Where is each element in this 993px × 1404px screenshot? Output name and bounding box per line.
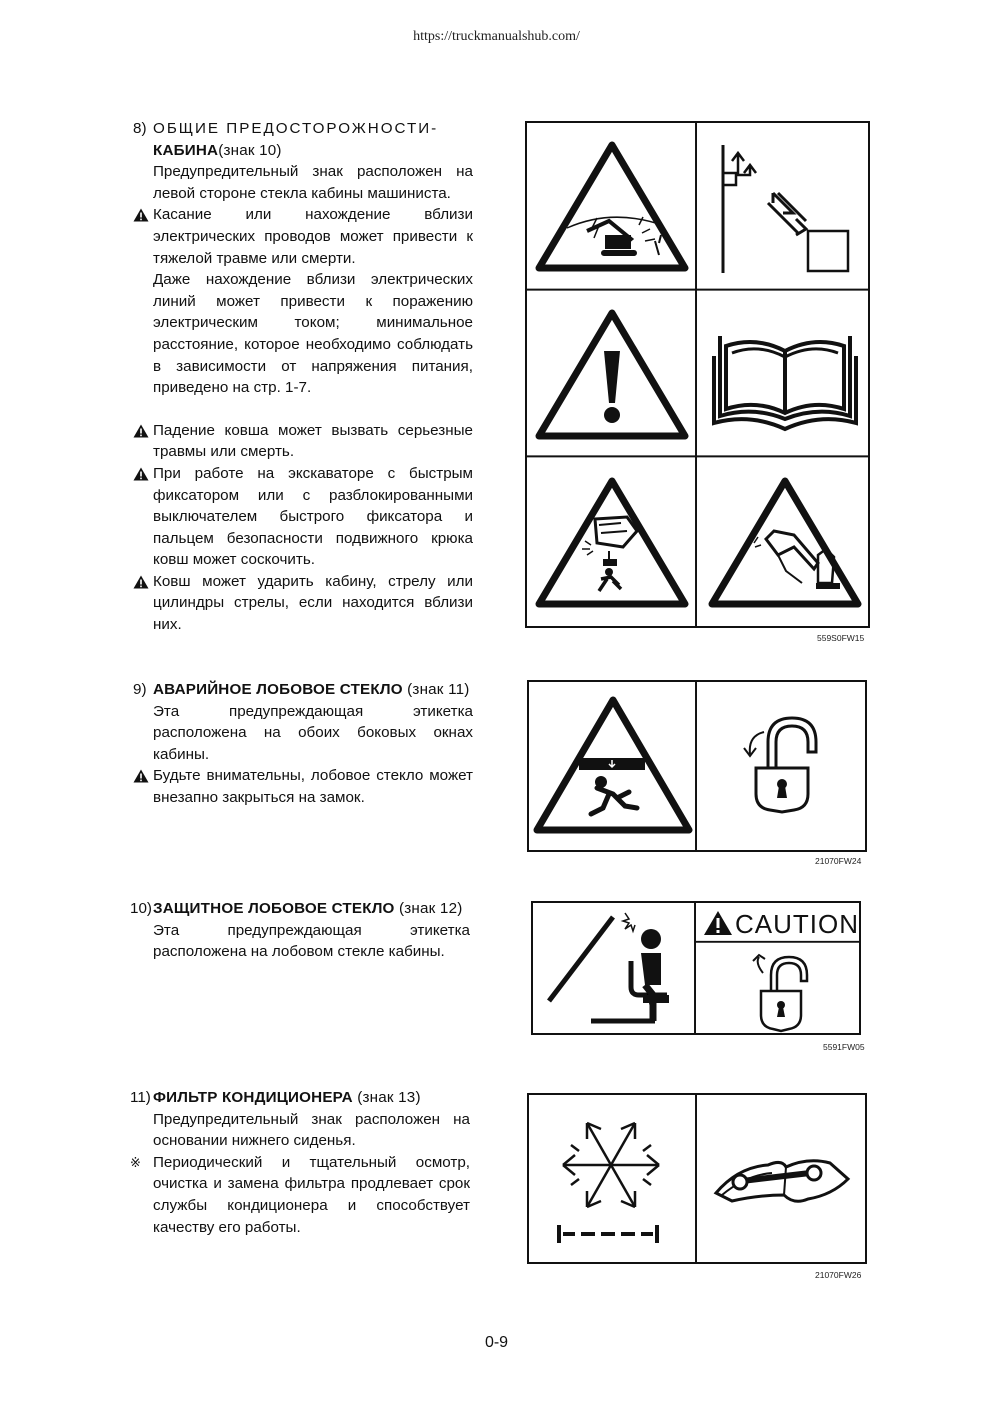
section-title-sign: (знак 11): [402, 681, 470, 698]
section-11-heading: [130, 1087, 470, 1109]
figure-code: 559S0FW15: [817, 633, 865, 643]
note-text: Периодический и тщательный осмотр, очистка и замена фильтра продлевает срок службы кондиционера и способствует качеству его работы.: [153, 1153, 470, 1236]
warning-text: Падение ковша может вызвать серьезные травмы или смерть.: [153, 421, 473, 461]
caution-banner: [697, 903, 863, 943]
section-number: 10): [130, 900, 152, 917]
warning-triangle-icon: [133, 575, 149, 589]
reference-mark-icon: ※: [130, 1154, 141, 1170]
warning-text: При работе на экскаваторе с быстрым фиксатором или с разблокированными выключателем быстрого фиксатора и пальцем безопасности подвижного крюка ковш может соскочить.: [153, 464, 473, 569]
section-paragraph: Эта предупреждающая этикетка расположена на обоих боковых окнах кабины.: [153, 702, 473, 763]
warning-item: [133, 571, 473, 636]
section-title-sign: (знак 10): [218, 141, 282, 159]
figure-code: 21070FW24: [815, 856, 862, 866]
warning-text: Ковш может ударить кабину, стрелу или цилиндры стрелы, если находится вблизи них.: [153, 572, 473, 634]
section-title-bold: ЗАЩИТНОЕ ЛОБОВОЕ СТЕКЛО: [153, 900, 395, 917]
warning-item: [133, 765, 473, 808]
sign-11-figure: [527, 680, 867, 852]
sign-13-figure: [527, 1093, 867, 1264]
warning-text: Касание или нахождение вблизи электрических проводов может привести к тяжелой травме или смерти.: [153, 206, 473, 267]
warning-item: [133, 463, 473, 571]
figure-code: 5591FW05: [823, 1042, 865, 1052]
bucket-cab-collision-icon: [698, 459, 872, 630]
unlock-padlock-icon: [697, 943, 863, 1037]
section-paragraph: Эта предупреждающая этикетка расположена на лобовом стекле кабины.: [153, 921, 470, 961]
power-line-hazard-icon: [527, 123, 698, 291]
warning-item: [133, 420, 473, 463]
section-paragraph: Предупредительный знак расположен на основании нижнего сиденья.: [153, 1110, 470, 1150]
section-title: ОБЩИЕ ПРЕДОСТОРОЖНОСТИ-: [153, 120, 439, 137]
falling-bucket-hazard-icon: [527, 459, 698, 630]
read-manual-icon: [698, 291, 872, 459]
section-8: [133, 118, 473, 636]
section-number: 8): [133, 120, 147, 137]
section-9-heading: [133, 679, 473, 701]
page-number: 0-9: [484, 1334, 509, 1351]
sign-10-figure: [525, 121, 870, 628]
section-title-bold: КАБИНА: [153, 141, 219, 159]
sign-12-figure: [531, 901, 861, 1035]
section-title-bold: АВАРИЙНОЕ ЛОБОВОЕ СТЕКЛО: [153, 681, 403, 698]
head-strike-hazard-icon: [533, 903, 697, 1037]
warning-triangle-icon: [133, 467, 149, 481]
section-title: [153, 1087, 421, 1109]
note-item: [130, 1152, 470, 1238]
distance-arrow-icon: [698, 123, 872, 291]
section-paragraph: Предупредительный знак расположен на левой стороне стекла кабины машиниста.: [153, 163, 473, 202]
warning-triangle-icon: [133, 769, 149, 783]
warning-continuation: Даже нахождение вблизи электрических линий может привести к поражению электрическим током; минимальное расстояние, которое необходимо соблюдать в зависимости от напряжения питания, приведено на стр. 1-7.: [153, 271, 473, 397]
warning-item: [133, 204, 473, 269]
section-9: [133, 679, 473, 809]
section-number: 9): [133, 681, 147, 698]
section-11: [130, 1087, 470, 1238]
snowflake-interval-icon: [529, 1095, 698, 1266]
section-title: [153, 898, 462, 920]
caution-triangle-icon: [703, 910, 733, 936]
section-title: [153, 679, 470, 701]
figure-code: 21070FW26: [815, 1270, 862, 1280]
section-10: [130, 898, 470, 963]
section-title-line2: [133, 140, 473, 162]
section-8-heading: [133, 118, 473, 140]
service-manual-wrench-icon: [698, 1095, 869, 1266]
unlock-padlock-icon: [698, 682, 869, 854]
warning-triangle-icon: [133, 208, 149, 222]
section-10-heading: [130, 898, 470, 920]
section-title-sign: (знак 12): [394, 900, 463, 917]
warning-triangle-icon: [133, 424, 149, 438]
exclamation-warning-icon: [527, 291, 698, 459]
section-number: 11): [130, 1089, 151, 1106]
caution-label: CAUTION: [735, 909, 859, 939]
warning-text: Будьте внимательны, лобовое стекло может внезапно закрыться на замок.: [153, 767, 473, 806]
window-crush-hazard-icon: [529, 682, 698, 854]
header-url[interactable]: https://truckmanualshub.com/: [413, 29, 580, 44]
section-title-sign: (знак 13): [352, 1089, 421, 1106]
section-title-bold: ФИЛЬТР КОНДИЦИОНЕРА: [153, 1089, 353, 1106]
